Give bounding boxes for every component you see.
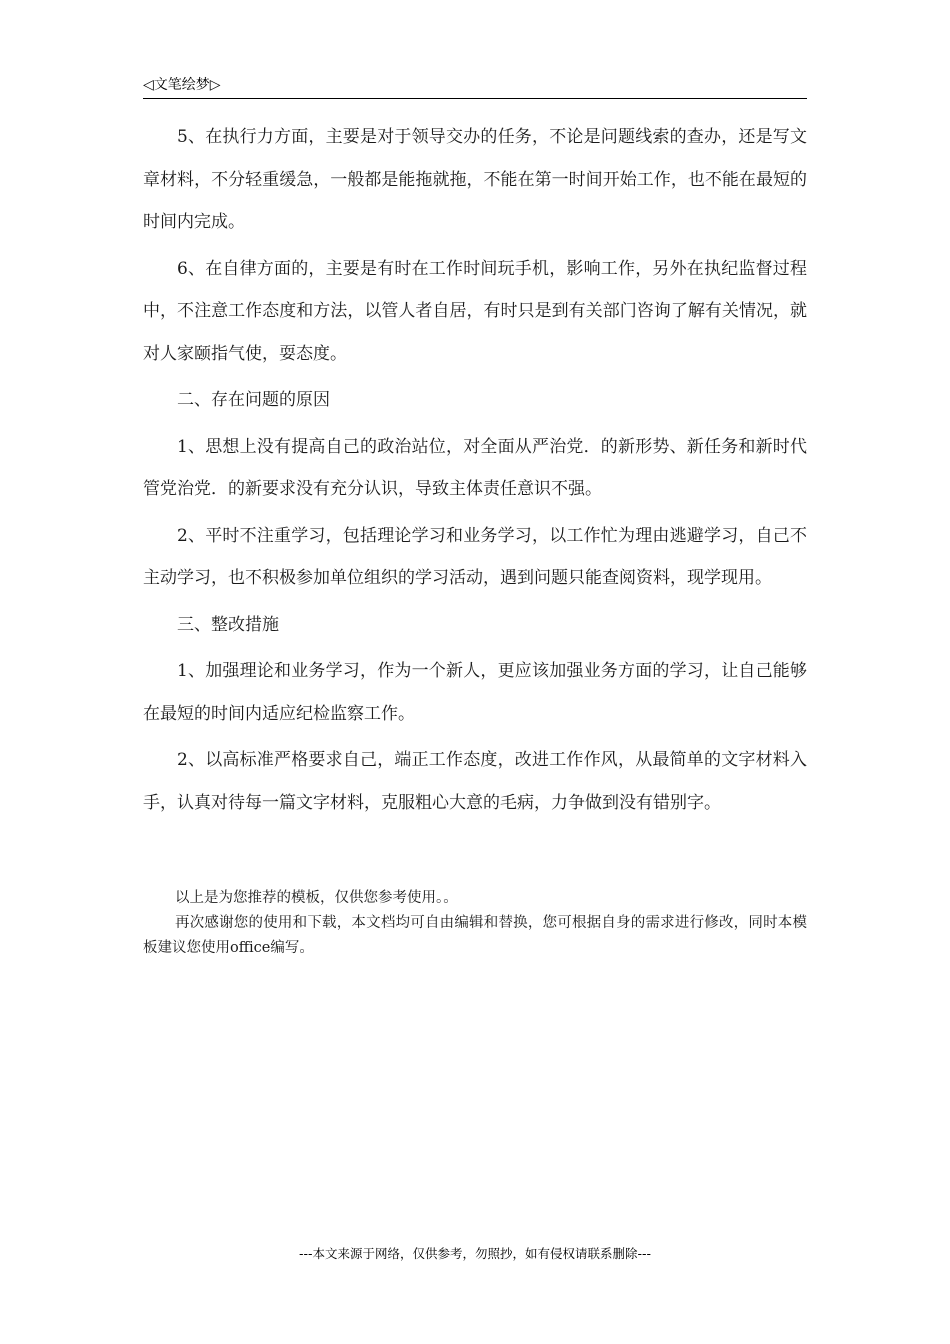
paragraph-cause-study: 2、平时不注重学习，包括理论学习和业务学习，以工作忙为理由逃避学习，自己不主动学习，也不积极参加单位组织的学习活动，遇到问题只能查阅资料，现学现用。 [143, 525, 807, 588]
section-heading-causes: 二、存在问题的原因 [177, 390, 330, 410]
closing-note [143, 886, 807, 961]
header-title: ◁文笔绘梦▷ [143, 77, 221, 93]
paragraph-self-discipline: 6、在自律方面的，主要是有时在工作时间玩手机，影响工作，另外在执纪监督过程中，不注意工作态度和方法，以管人者自居，有时只是到有关部门咨询了解有关情况，就对人家颐指气使，耍态度。 [143, 258, 807, 364]
closing-line-recommend: 以上是为您推荐的模板，仅供您参考使用。。 [175, 890, 458, 906]
document-body [143, 116, 807, 828]
closing-line-thanks: 再次感谢您的使用和下载，本文档均可自由编辑和替换，您可根据自身的需求进行修改，同时本模板建议您使用office编写。 [143, 915, 807, 956]
paragraph-execution: 5、在执行力方面，主要是对于领导交办的任务，不论是问题线索的查办，还是写文章材料，不分轻重缓急，一般都是能拖就拖，不能在第一时间开始工作，也不能在最短的时间内完成。 [143, 127, 807, 232]
page-header [143, 74, 807, 99]
paragraph-cause-ideology: 1、思想上没有提高自己的政治站位，对全面从严治党．的新形势、新任务和新时代管党治党．的新要求没有充分认识，导致主体责任意识不强。 [143, 436, 807, 499]
page-footer: ---本文来源于网络，仅供参考，勿照抄，如有侵权请联系删除--- [298, 1246, 652, 1261]
paragraph-measure-standards: 2、以高标准严格要求自己，端正工作态度，改进工作作风，从最简单的文字材料入手，认真对待每一篇文字材料，克服粗心大意的毛病，力争做到没有错别字。 [143, 750, 807, 813]
section-heading-measures: 三、整改措施 [177, 614, 279, 635]
paragraph-measure-study: 1、加强理论和业务学习，作为一个新人，更应该加强业务方面的学习，让自己能够在最短的时间内适应纪检监察工作。 [143, 661, 807, 724]
